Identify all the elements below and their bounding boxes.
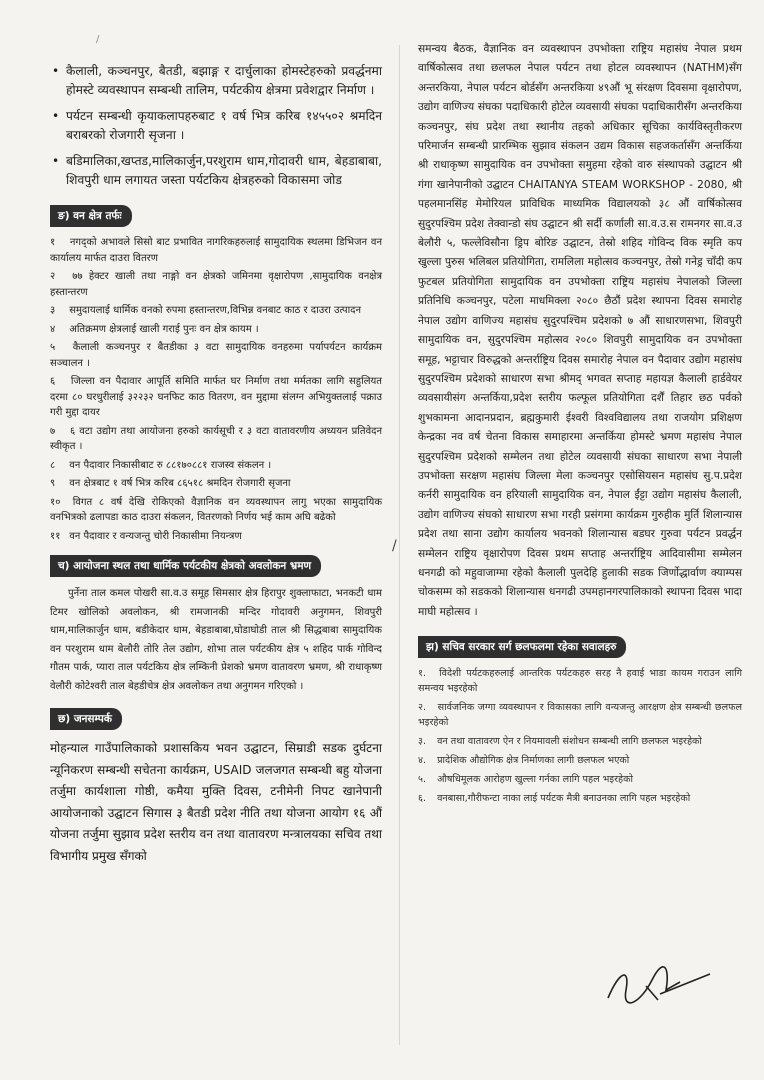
list-item: ५ कैलाली कञ्चनपुर र बैतडीका ३ वटा सामुदायिक वनहरुमा पर्यापर्यटन कार्यक्रम सञ्चालन । — [50, 342, 382, 369]
list-item: ५. औषधिमूलक आरोहण खुल्ला गर्नका लागि पहल भइरहेको — [418, 774, 633, 786]
public-relations-paragraph: मोहन्याल गाउँपालिकाको प्रशासकिय भवन उद्घाटन, सिम्राडी सडक दुर्घटना न्यूनिकरण सम्बन्धी सचेतना कार्यक्रम, USAID जलजगत सम्बन्धी बहु योजना तर्जुमा कार्यशाला गोष्ठी, कमैया मुक्ति दिवस, टनीमेनी निपट खानेपानी आयोजनाको उद्घाटन सिगास ३ बैतडी प्रदेश नीति तथा योजना आयोग १६ औं योजना तर्जुमा सुझाव प्रदेश स्तरीय वन तथा वातावरण मन्त्रालयका सचिव तथा विभागीय प्रमुख सँगको — [50, 741, 382, 863]
list-item: ११ वन पैदावार र वन्यजन्तु चोरी निकासीमा नियन्त्रण — [50, 530, 242, 542]
section-heading-discussion-issues: झ) सचिव सरकार सर्ग छलफलमा रहेका सवालहरु — [418, 636, 626, 658]
discussion-list — [418, 666, 742, 806]
left-bullet-list — [50, 62, 382, 189]
list-item: ४. प्रादेशिक औद्योगिक क्षेत्र निर्माणका लागी छलफल भएको — [418, 755, 630, 767]
margin-mark: / — [96, 34, 100, 45]
forest-list — [50, 235, 382, 544]
right-column-paragraph: समन्वय बैठक, वैज्ञानिक वन व्यवस्थापन उपभोक्ता राष्ट्रिय महासंघ नेपाल प्रथम वार्षिकोत्सव तथा छलफल नेपाल पर्यटन तथा होटल व्यवस्थापन (NATHM)सँग अन्तरकिया, नेपाल पर्यटन बोर्डसँग अन्तरकिया ४९औं भू संरक्षण दिवसमा वृक्षारोपण, उद्योग वाणिज्य संघका पदाधिकारी होटेल व्यवसायी संघका पदाधिकारीसँग अन्तरकिया कञ्चनपुर, संघ प्रदेश तथा स्थानीय तहको अधिकार सूचिका कार्यविस्तृतीकरण परिमार्जन सम्बन्धी प्रारम्भिक सुझाव संकलन उद्यम विकास सहजकर्तासँग अन्तर्किया श्री राधाकृष्ण सामुदायिक वन उपभोक्ता समुहमा रहेको वारु संस्थापको उद्घाटन श्री गंगा खानेपानीको उद्घाटन CHAITANYA STEAM WORKSHOP - 2080, श्री पहलमानसिंह मेमोरियल प्राविधिक माध्यमिक विद्यालयको ३८ औं वार्षिकोत्सव सुदुरपश्चिम प्रदेश तेक्वान्डो संघ उद्घाटन श्री सर्दी कर्णाली सा.व.उ.स रामनगर सा.व.उ बेलौरी ५, फल्लेविसौना ड्रिप बोरिङ उद्घाटन, तेस्रो शहिद गोविन्द विक स्मृति कप खुल्ला पुरुस भलिबल प्रतियोगिता, रामलिला महोत्सव कञ्चनपुर, तेस्रो गनेड्र चाँदी कप फुटबल प्रतियोगिता सामुदायिक वन उपभोक्ता राष्ट्रिय महासंघ नेपालको जिल्ला प्रतिनिधि कञ्चनपुर, पटेला माधमिक्ला २०८० छैठौं प्रदेश स्थापना दिवस समारोह नेपाल उद्योग वाणिज्य महासंघ सुदुरपश्चिम प्रदेशको ७ औं साधारणसभा, शिवपुरी सामुदायिक वन, सुदुरपश्चिम महोत्सव २०८० शिवपुरी सामुदायिक वन उपभोक्ता समूह, भट्टाचार विरुद्धको अन्तर्राष्ट्रिय दिवस समारोह नेपाल वन पैदावार उद्योग महासंघ सुदुरपश्चिम प्रदेशको साधारण सभा श्रीमद् भगवत सप्ताह महायज्ञ कैलाली हार्डवेयर व्यवसायीसंग अन्तर्किया,प्रदेश स्तरीय फल्फूल प्रतियोगिता दर्शैं तिहार छठ पर्वको शुभकामना आदानप्रदान, ब्रह्मकुमारी ईश्वरी विश्वविद्यालय तथा राजयोग प्रशिक्षण केन्द्रका नव वर्ष चेतना विकास समाहारमा अन्तर्किया होमस्टे भ्रमण महासंघ नेपाल सुदुरपश्चिम प्रदेशको सम्मेलन तथा होटेल व्यवसायी संघका साधारण सभा नेपाली उपभोक्ता सरक्षण महासंघ जिल्ला मेला कञ्चनपुर एसोसियसन महासंघ सु.प.प्रदेश कर्नरी सामुदायिक वन हरियाली सामुदायिक वन, नेपाल ईंट्टा उद्योग महासंघ कैलाली, उद्योग वाणिज्य संघको साधारण सभा गरही प्रसंगमा कार्यक्रम गुरुहीक मुर्ति शिलान्यास प्रदेश तथा साना उद्योग कार्यालय भवनको शिलान्यास बडघर गुरुवा पर्यटन प्रवर्द्धन सम्मेलन राष्ट्रिय वृक्षारोपण दिवस प्रथम सप्ताह अन्तर्राष्ट्रिय आदिवासीमा सम्मेलन धनगढी को महुवाजाग्मा रहेको कैलाली पुलदेहि हुलाकी सडक जिर्णोद्धार्वाण क्याम्पस चोकसम्म को सडकको शिलान्यास धनगढी उपमहानगरपालिकाको स्थापना दिवस भादा माघी महोत्सव । — [418, 43, 742, 618]
margin-mark: / — [392, 538, 397, 554]
list-item: ४ अतिक्रमण क्षेत्रलाई खाली गराई पुनः वन क्षेत्र कायम । — [50, 323, 259, 335]
list-item: ३. वन तथा वातावरण ऐन र नियमावली संशोधन सम्बन्धी लागि छलफल भइरहेको — [418, 736, 702, 748]
list-item: १० विगत ८ वर्ष देखि रोकिएको वैज्ञानिक वन व्यवस्थापन लागु भएका सामुदायिक वनभित्रको ढलापडा काठ दाउरा संकलन, वितरणको निर्णय भई काम अघि बढेको — [50, 496, 382, 523]
list-item: • बडिमालिका,खप्तड,मालिकार्जुन,परशुराम धाम,गोदावरी धाम, बेहडाबाबा, शिवपुरी धाम लगायत जस्ता पर्यटकिय क्षेत्रहरुको विकासमा जोड — [50, 152, 382, 189]
list-item: ३ समुदायलाई धार्मिक वनको रुपमा हस्तान्तरण,विभिन्न वनबाट काठ र दाउरा उत्पादन — [50, 305, 362, 316]
list-item: ८ वन पैदावार निकासीबाट रु ८८१७०८८१ राजस्व संकलन । — [50, 459, 272, 471]
site-visit-paragraph: पुर्नेना ताल कमल पोखरी सा.व.उ समूह सिमसार क्षेत्र हिरापुर शुक्लाफाटा, भनकटी धाम टिमर खोलिको अवलोकन, श्री रामजानकी मन्दिर गोदावरी अनुगमन, शिवपुरी धाम,मालिकार्जुन धाम, बडीकेदार धाम, बेहडाबाबा,घोडाघोडी ताल श्री सिद्धबाबा सामुदायिक वन परशुराम धाम बेलौरी तोरि तेल उद्योग, शोभा ताल पर्यटकीय क्षेत्र ५ शहिद पार्क गोविन्द गौतम पार्क, प्यारा ताल पर्यटकिय क्षेत्र लम्किनी प्रेशको भ्रमण वातावरण भ्रमण, श्री राधाकृष्ण वेलौरी कोटेश्वरी ताल बेहडीचेत्र क्षेत्र अवलोकन तथा अनुगमन गरिएको । — [50, 588, 382, 692]
list-item: २ ७७ हेक्टर खाली तथा नाङ्गो वन क्षेत्रको जमिनमा वृक्षारोपण ,सामुदायिक वनक्षेत्र हस्तान्तरण — [50, 271, 383, 298]
section-heading-public-relations: छ) जनसम्पर्क — [50, 708, 122, 730]
list-item: २. सार्वजनिक जग्गा व्यवस्थापन र विकासका लागि वन्यजन्तु आरक्षण क्षेत्र सम्बन्धी छलफल भइरहेको — [418, 702, 742, 729]
list-item: • कैलाली, कञ्चनपुर, बैतडी, बझाङ्ग र दार्चुलाका होमस्टेहरुको प्रवर्द्धनमा होमस्टे व्यवस्थापन सम्बन्धी तालिम, पर्यटकीय क्षेत्रमा प्रवेशद्वार निर्माण । — [50, 62, 382, 99]
list-item: ६. वनबासा,गौरीफन्टा नाका लाई पर्यटक मैत्री बनाउनका लागि पहल भइरहेको — [418, 793, 691, 805]
list-item: ६ जिल्ला वन पैदावार आपूर्ति समिति मार्फत घर निर्माण तथा मर्मतका लागि सहुलियत दरमा ८० घरधुरीलाई ३२२३२ घनफिट काठ वितरण, वन मुद्दामा संलग्न अभियुक्तलाई पक्राउ गरी मुद्दा दायर — [50, 376, 382, 418]
signature-image — [600, 960, 720, 1010]
list-item: ९ वन क्षेत्रबाट १ वर्ष भित्र करिब ८६५१८ श्रमदिन रोजगारी सृजना — [50, 478, 291, 489]
section-heading-forest: ङ) वन क्षेत्र तर्फः — [50, 205, 132, 227]
list-item: १ नगद्को अभावले सिसो बाट प्रभावित नागरिकहरुलाई सामुदायिक स्थलमा डिभिजन वन कार्यालय मार्फत दाउरा वितरण — [50, 237, 382, 264]
list-item: • पर्यटन सम्बन्धी कृयाकलापहरुबाट १ वर्ष भित्र करिब १४५५०२ श्रमदिन बराबरको रोजगारी सृजना । — [50, 107, 382, 144]
list-item: १. विदेशी पर्यटकहरुलाई आन्तरिक पर्यटकहरु सरह नै हवाई भाडा कायम गराउन लागि समन्वय भइरहेको — [418, 668, 742, 695]
section-heading-site-visit: च) आयोजना स्थल तथा धार्मिक पर्यटकीय क्षेत्रको अवलोकन भ्रमण — [50, 555, 321, 577]
column-divider — [399, 45, 400, 1045]
list-item: ७ ६ वटा उद्योग तथा आयोजना हरुको कार्यसूची र ३ वटा वातावरणीय अध्ययन प्रतिवेदन स्वीकृत । — [50, 425, 382, 452]
left-column — [50, 62, 382, 867]
right-column — [418, 40, 742, 810]
